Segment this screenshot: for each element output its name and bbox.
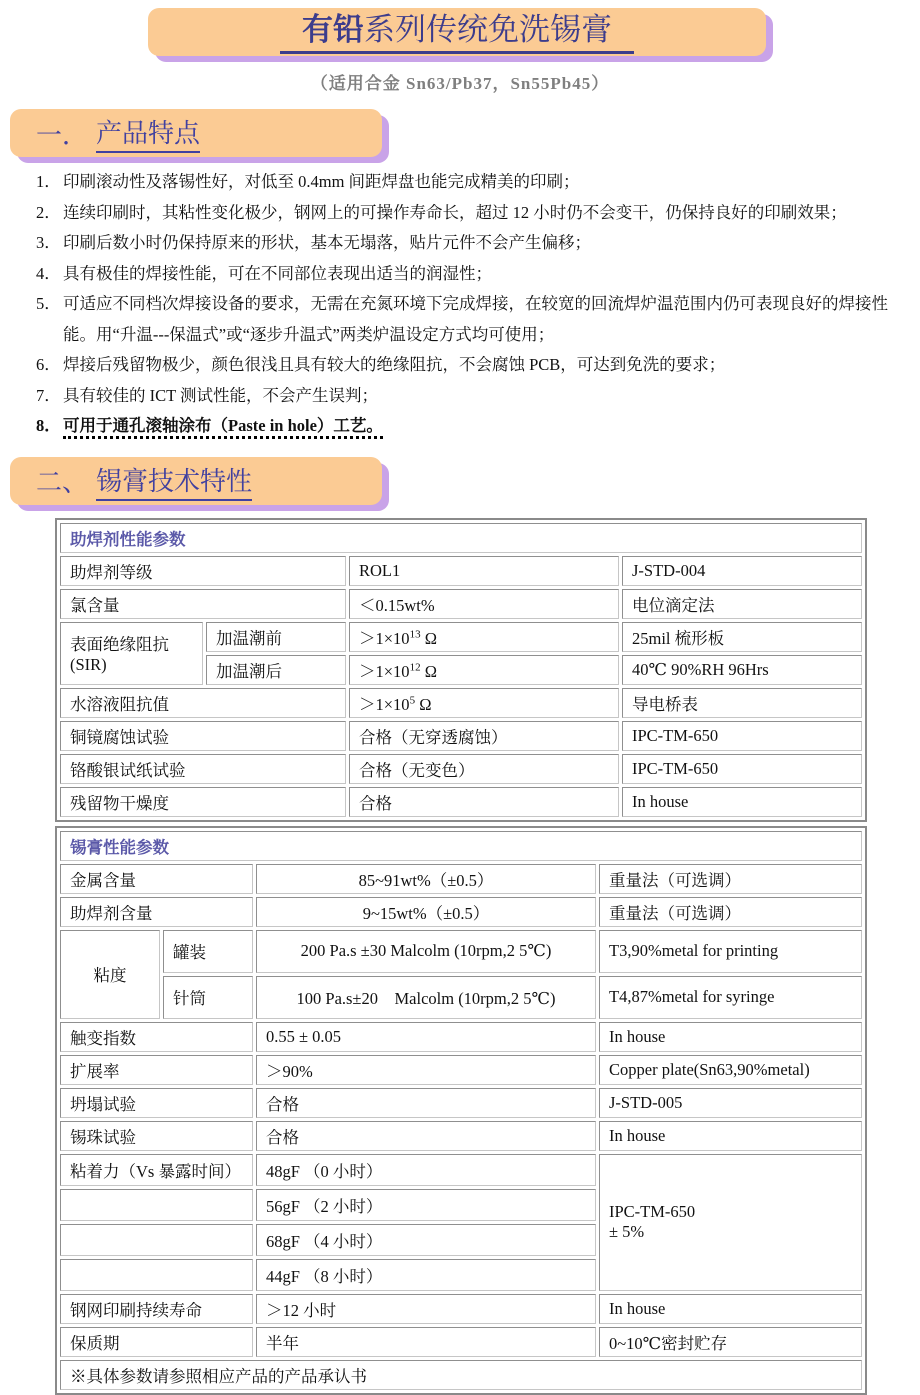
label-cell: 残留物干燥度 (60, 787, 346, 817)
value-cell: 0.55 ± 0.05 (256, 1022, 596, 1052)
empty-label-cell (60, 1224, 253, 1256)
method-cell: 重量法（可选调） (599, 897, 862, 927)
table-section-header-row (60, 523, 862, 553)
table-row (60, 721, 862, 751)
value-cell: 85~91wt%（±0.5） (256, 864, 596, 894)
label-cell: 粘着力（Vs 暴露时间） (60, 1154, 253, 1186)
value-cell: 100 Pa.s±20 Malcolm (10rpm,2 5℃) (256, 976, 596, 1019)
sub-label-cell: 加温潮前 (206, 622, 346, 652)
value-cell: 半年 (256, 1327, 596, 1357)
label-cell: 金属含量 (60, 864, 253, 894)
feature-item (30, 228, 910, 259)
label-cell: 氯含量 (60, 589, 346, 619)
table-row (60, 1154, 862, 1186)
table-row (60, 1055, 862, 1085)
method-cell: In house (599, 1121, 862, 1151)
table-section-header-row (60, 831, 862, 861)
document-title (280, 10, 634, 54)
value-base: ＞1×10 (359, 628, 410, 648)
empty-label-cell (60, 1189, 253, 1221)
label-cell: 助焊剂含量 (60, 897, 253, 927)
table-section-title: 助焊剂性能参数 (60, 523, 862, 553)
sir-label-line1: 表面绝缘阻抗 (70, 635, 169, 654)
feature-item-dotted-text: 可用于通孔滚轴涂布（Paste in hole）工艺。 (63, 416, 383, 439)
value-unit: Ω (420, 661, 437, 681)
value-cell: 合格 (256, 1088, 596, 1118)
label-cell: 锡珠试验 (60, 1121, 253, 1151)
section-1-title: 产品特点 (96, 113, 200, 153)
empty-label-cell (60, 1259, 253, 1291)
section-2-prefix: 二、 (36, 468, 89, 497)
feature-item (30, 167, 910, 198)
table-row (60, 787, 862, 817)
method-cell: 0~10℃密封贮存 (599, 1327, 862, 1357)
label-cell: 扩展率 (60, 1055, 253, 1085)
tack-method-line1: IPC-TM-650 (609, 1202, 696, 1221)
table-row (60, 622, 862, 652)
feature-item-text: 焊接后残留物极少，颜色很浅且具有较大的绝缘阻抗，不会腐蚀 PCB，可达到免洗的要求； (63, 355, 726, 374)
tack-method-line2: ± 5% (609, 1222, 645, 1241)
section-heading-2 (10, 457, 382, 505)
footnote-cell: ※具体参数请参照相应产品的产品承认书 (60, 1360, 862, 1390)
value-superscript: 5 (409, 694, 416, 706)
method-cell: 25mil 梳形板 (622, 622, 862, 652)
method-cell: In house (599, 1022, 862, 1052)
document-title-rest: 系列传统免洗锡膏 (364, 12, 612, 47)
feature-item-text: 可适应不同档次焊接设备的要求，无需在充氮环境下完成焊接，在较宽的回流焊炉温范围内仍可表现良好的焊接性能。用“升温---保温式”或“逐步升温式”两类炉温设定方式均可使用； (63, 294, 888, 344)
value-cell: 44gF （8 小时） (256, 1259, 596, 1291)
label-cell: 助焊剂等级 (60, 556, 346, 586)
method-cell: IPC-TM-650 (622, 754, 862, 784)
value-cell: ROL1 (349, 556, 619, 586)
table-row (60, 589, 862, 619)
value-cell: 合格（无穿透腐蚀） (349, 721, 619, 751)
method-cell: IPC-TM-650 (622, 721, 862, 751)
value-cell (349, 688, 619, 718)
table-row (60, 688, 862, 718)
value-unit: Ω (420, 628, 437, 648)
table-row (60, 754, 862, 784)
table-row (60, 1088, 862, 1118)
method-cell: T3,90%metal for printing (599, 930, 862, 973)
value-unit: Ω (415, 694, 432, 714)
value-cell: 合格 (349, 787, 619, 817)
sub-label-cell: 针筒 (163, 976, 253, 1019)
value-superscript: 12 (409, 661, 421, 673)
feature-item (30, 381, 910, 412)
value-cell: 48gF （0 小时） (256, 1154, 596, 1186)
table-row (60, 1294, 862, 1324)
feature-item (30, 259, 910, 290)
feature-item-number: 6． (36, 355, 61, 374)
flux-table (55, 518, 867, 822)
footnote-row (60, 1360, 862, 1390)
value-cell: ＞90% (256, 1055, 596, 1085)
table-row (60, 1022, 862, 1052)
sub-label-cell: 罐装 (163, 930, 253, 973)
title-banner (148, 8, 766, 56)
method-cell: J-STD-004 (622, 556, 862, 586)
spec-tables (55, 518, 864, 1395)
feature-list (30, 167, 910, 442)
value-cell (349, 622, 619, 652)
label-cell: 铬酸银试纸试验 (60, 754, 346, 784)
value-cell: ＜0.15wt% (349, 589, 619, 619)
value-cell: 合格（无变色） (349, 754, 619, 784)
feature-item-number: 3． (36, 233, 61, 252)
table-row (60, 1327, 862, 1357)
feature-item-number: 4． (36, 263, 61, 283)
feature-item-text: 具有较佳的 ICT 测试性能，不会产生误判； (63, 385, 379, 405)
table-row (60, 556, 862, 586)
label-cell: 粘度 (60, 930, 160, 1019)
value-superscript: 13 (409, 628, 421, 640)
feature-item-text: 印刷滚动性及落锡性好，对低至 0.4mm 间距焊盘也能完成精美的印刷； (63, 172, 580, 191)
value-cell: 68gF （4 小时） (256, 1224, 596, 1256)
method-cell: In house (622, 787, 862, 817)
table-row (60, 1121, 862, 1151)
value-cell: 9~15wt%（±0.5） (256, 897, 596, 927)
method-cell: J-STD-005 (599, 1088, 862, 1118)
table-row (60, 976, 862, 1019)
table-row (60, 897, 862, 927)
label-cell: 保质期 (60, 1327, 253, 1357)
table-row (60, 930, 862, 973)
method-cell: In house (599, 1294, 862, 1324)
value-cell: 56gF （2 小时） (256, 1189, 596, 1221)
label-cell: 坍塌试验 (60, 1088, 253, 1118)
table-row (60, 864, 862, 894)
feature-item-text: 连续印刷时，其粘性变化极少，钢网上的可操作寿命长，超过 12 小时仍不会变干，仍保持良好的印刷效果； (63, 202, 847, 222)
method-cell: 电位滴定法 (622, 589, 862, 619)
feature-item (30, 350, 910, 381)
feature-item-number: 5． (36, 294, 61, 313)
method-cell (599, 1154, 862, 1291)
method-cell: 40℃ 90%RH 96Hrs (622, 655, 862, 685)
value-base: ＞1×10 (359, 661, 410, 681)
table-section-title: 锡膏性能参数 (60, 831, 862, 861)
value-cell: 200 Pa.s ±30 Malcolm (10rpm,2 5℃) (256, 930, 596, 973)
feature-item-number: 1． (36, 172, 61, 191)
paste-table (55, 826, 867, 1395)
feature-item (30, 411, 910, 442)
label-cell: 铜镜腐蚀试验 (60, 721, 346, 751)
method-cell: Copper plate(Sn63,90%metal) (599, 1055, 862, 1085)
feature-item-number: 8． (36, 416, 61, 435)
document-title-bold: 有铅 (302, 12, 364, 47)
label-cell: 触变指数 (60, 1022, 253, 1052)
sub-label-cell: 加温潮后 (206, 655, 346, 685)
method-cell: 重量法（可选调） (599, 864, 862, 894)
value-base: ＞1×10 (359, 694, 410, 714)
document-page (0, 8, 920, 1395)
sir-label-line2: (SIR) (70, 655, 107, 674)
feature-item-text: 印刷后数小时仍保持原来的形状，基本无塌落，贴片元件不会产生偏移； (63, 233, 591, 252)
value-cell: 合格 (256, 1121, 596, 1151)
section-2-title: 锡膏技术特性 (96, 461, 252, 501)
method-cell: 导电桥表 (622, 688, 862, 718)
feature-item-text (63, 411, 910, 442)
feature-item-number: 2． (36, 202, 61, 222)
method-cell: T4,87%metal for syringe (599, 976, 862, 1019)
label-cell: 钢网印刷持续寿命 (60, 1294, 253, 1324)
section-1-prefix: 一． (36, 120, 89, 150)
subtitle: （适用合金 Sn63/Pb37，Sn55Pb45） (310, 74, 610, 93)
feature-item-text: 具有极佳的焊接性能，可在不同部位表现出适当的润湿性； (63, 263, 492, 283)
feature-item (30, 289, 910, 350)
feature-item-number: 7． (36, 385, 61, 405)
label-cell: 水溶液阻抗值 (60, 688, 346, 718)
value-cell: ＞12 小时 (256, 1294, 596, 1324)
value-cell (349, 655, 619, 685)
feature-item (30, 198, 910, 229)
label-cell (60, 622, 203, 685)
section-heading-1 (10, 109, 382, 157)
